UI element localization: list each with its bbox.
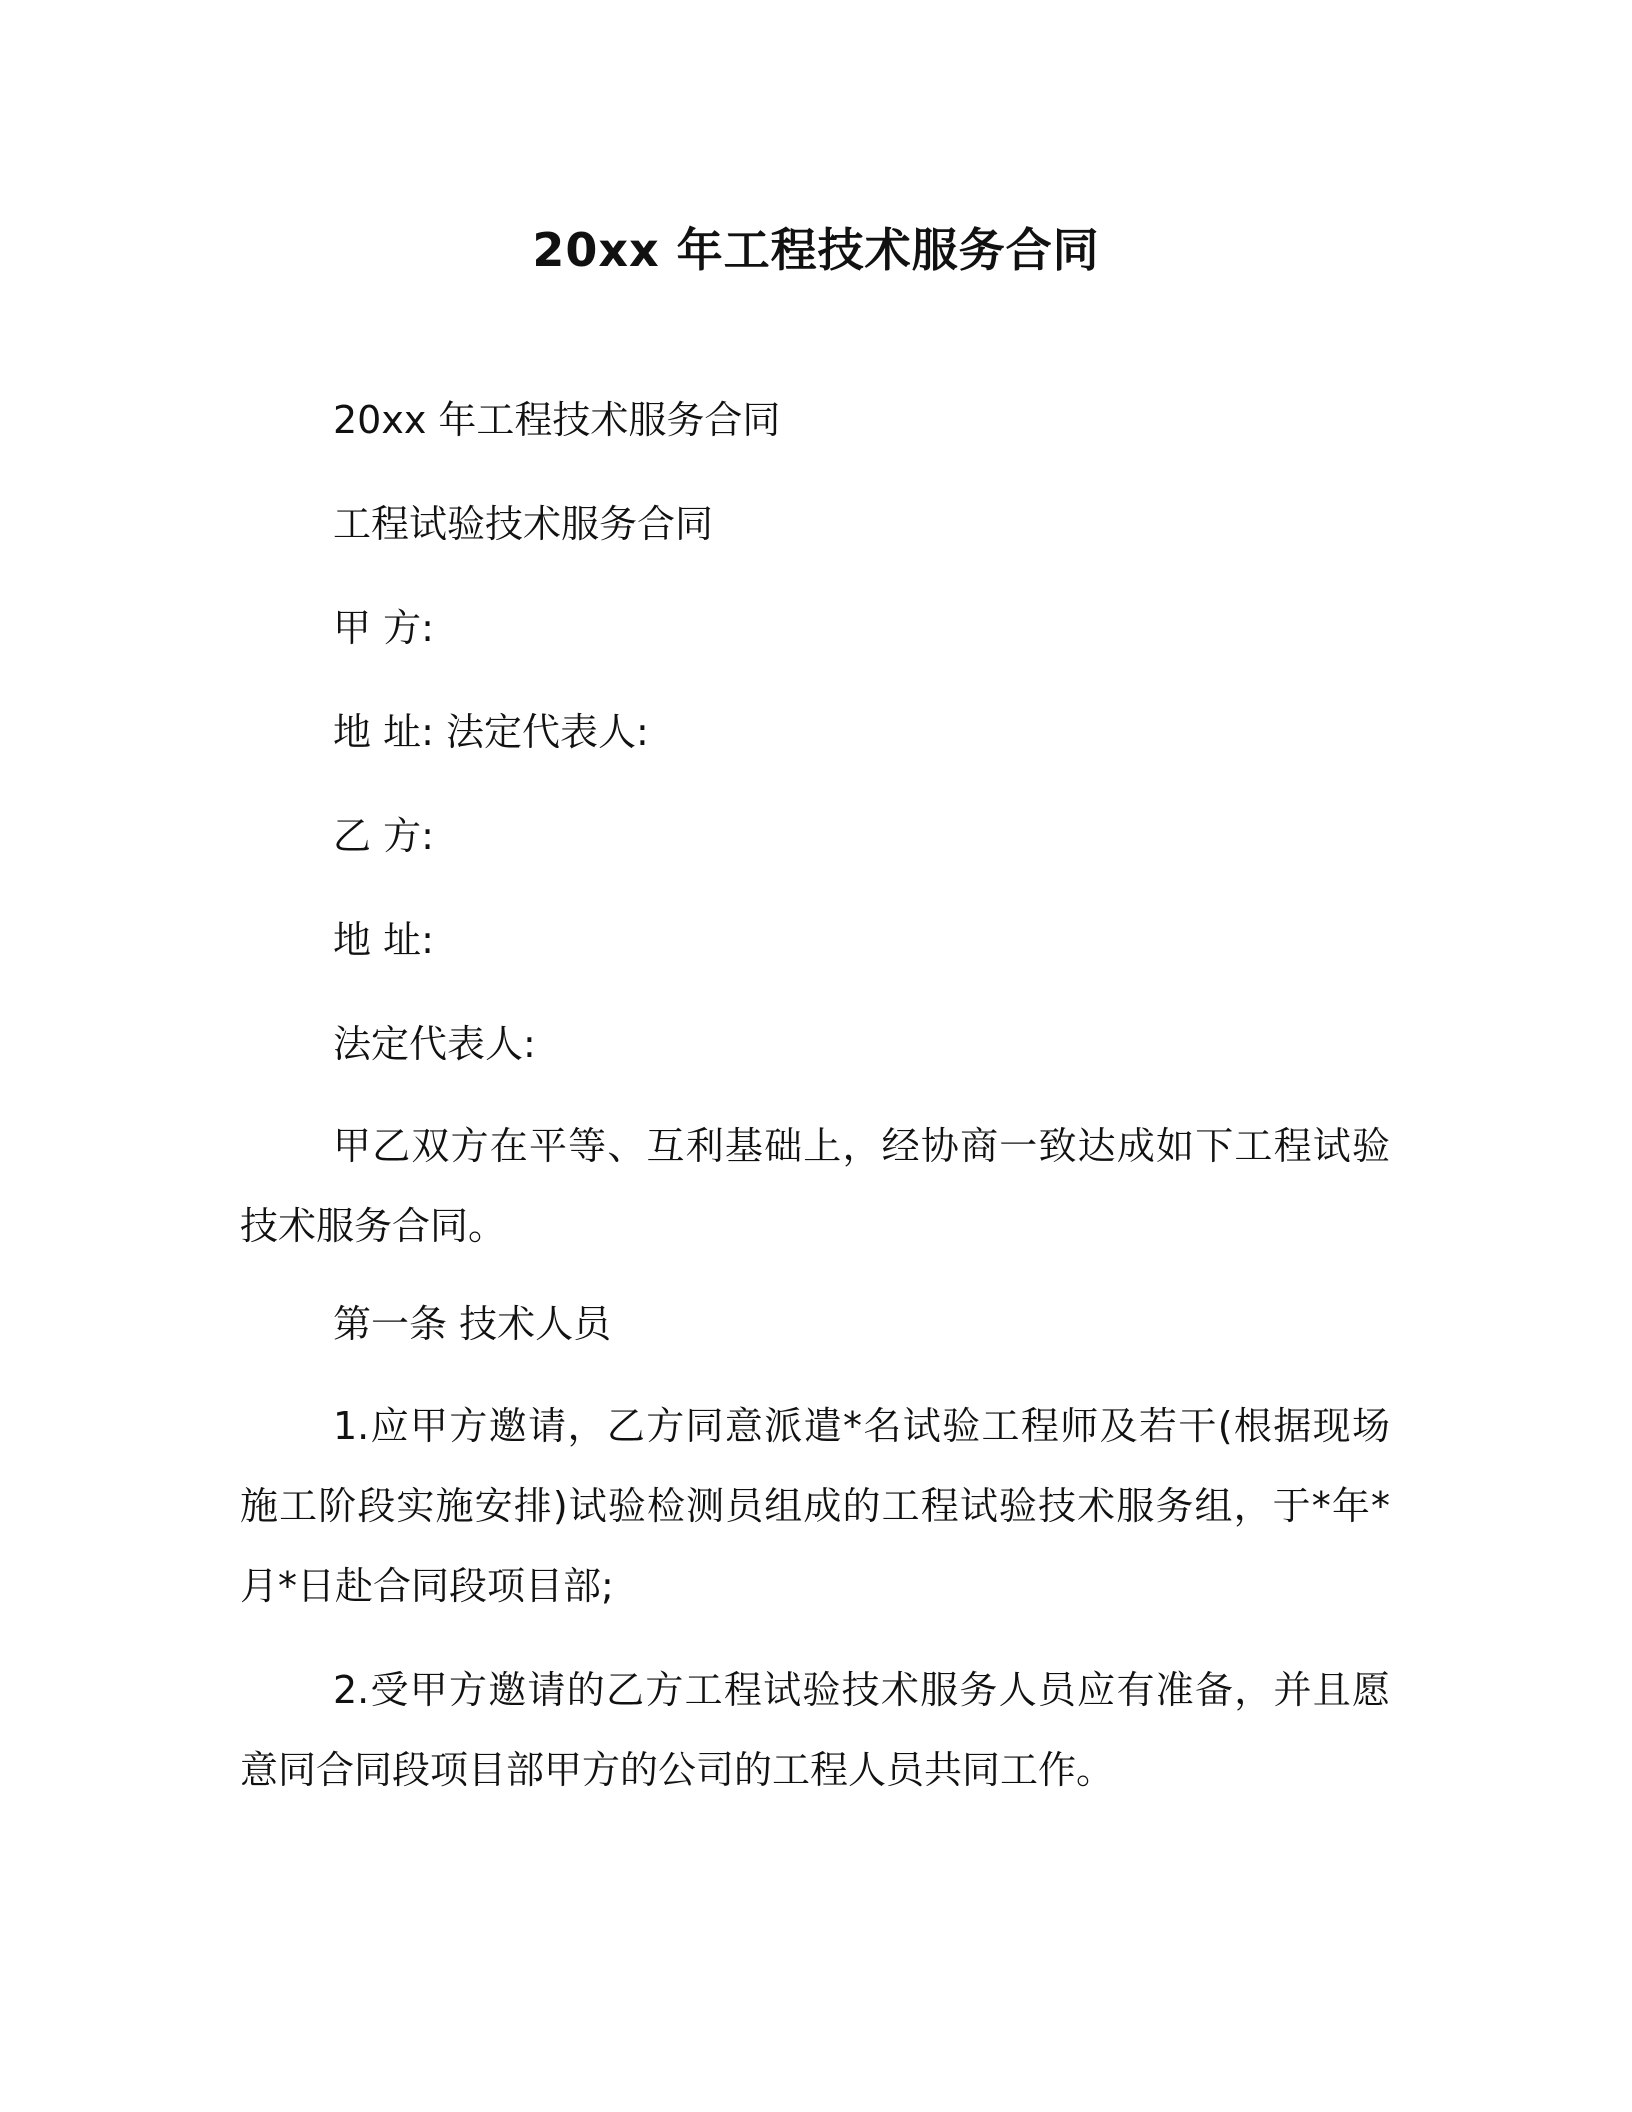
address-b: 地 址: (333, 918, 434, 962)
party-b-label: 乙 方: (333, 814, 434, 858)
contract-name: 工程试验技术服务合同 (333, 502, 714, 546)
clause-2-paragraph: 2.受甲方邀请的乙方工程试验技术服务人员应有准备，并且愿意同合同段项目部甲方的公司的工程人员共同工作。 (240, 1668, 1390, 1792)
party-a-label: 甲 方: (333, 606, 434, 650)
legal-rep-b: 法定代表人: (333, 1022, 536, 1066)
article-1-heading: 第一条 技术人员 (333, 1302, 612, 1346)
document-subtitle: 20xx 年工程技术服务合同 (333, 398, 781, 442)
document-title: 20xx 年工程技术服务合同 (532, 223, 1100, 277)
address-legal-rep-a: 地 址: 法定代表人: (333, 710, 649, 754)
clause-1-paragraph: 1.应甲方邀请，乙方同意派遣*名试验工程师及若干(根据现场施工阶段实施安排)试验检测员组成的工程试验技术服务组，于*年*月*日赴合同段项目部; (240, 1404, 1390, 1608)
intro-paragraph: 甲乙双方在平等、互利基础上，经协商一致达成如下工程试验技术服务合同。 (240, 1124, 1390, 1248)
